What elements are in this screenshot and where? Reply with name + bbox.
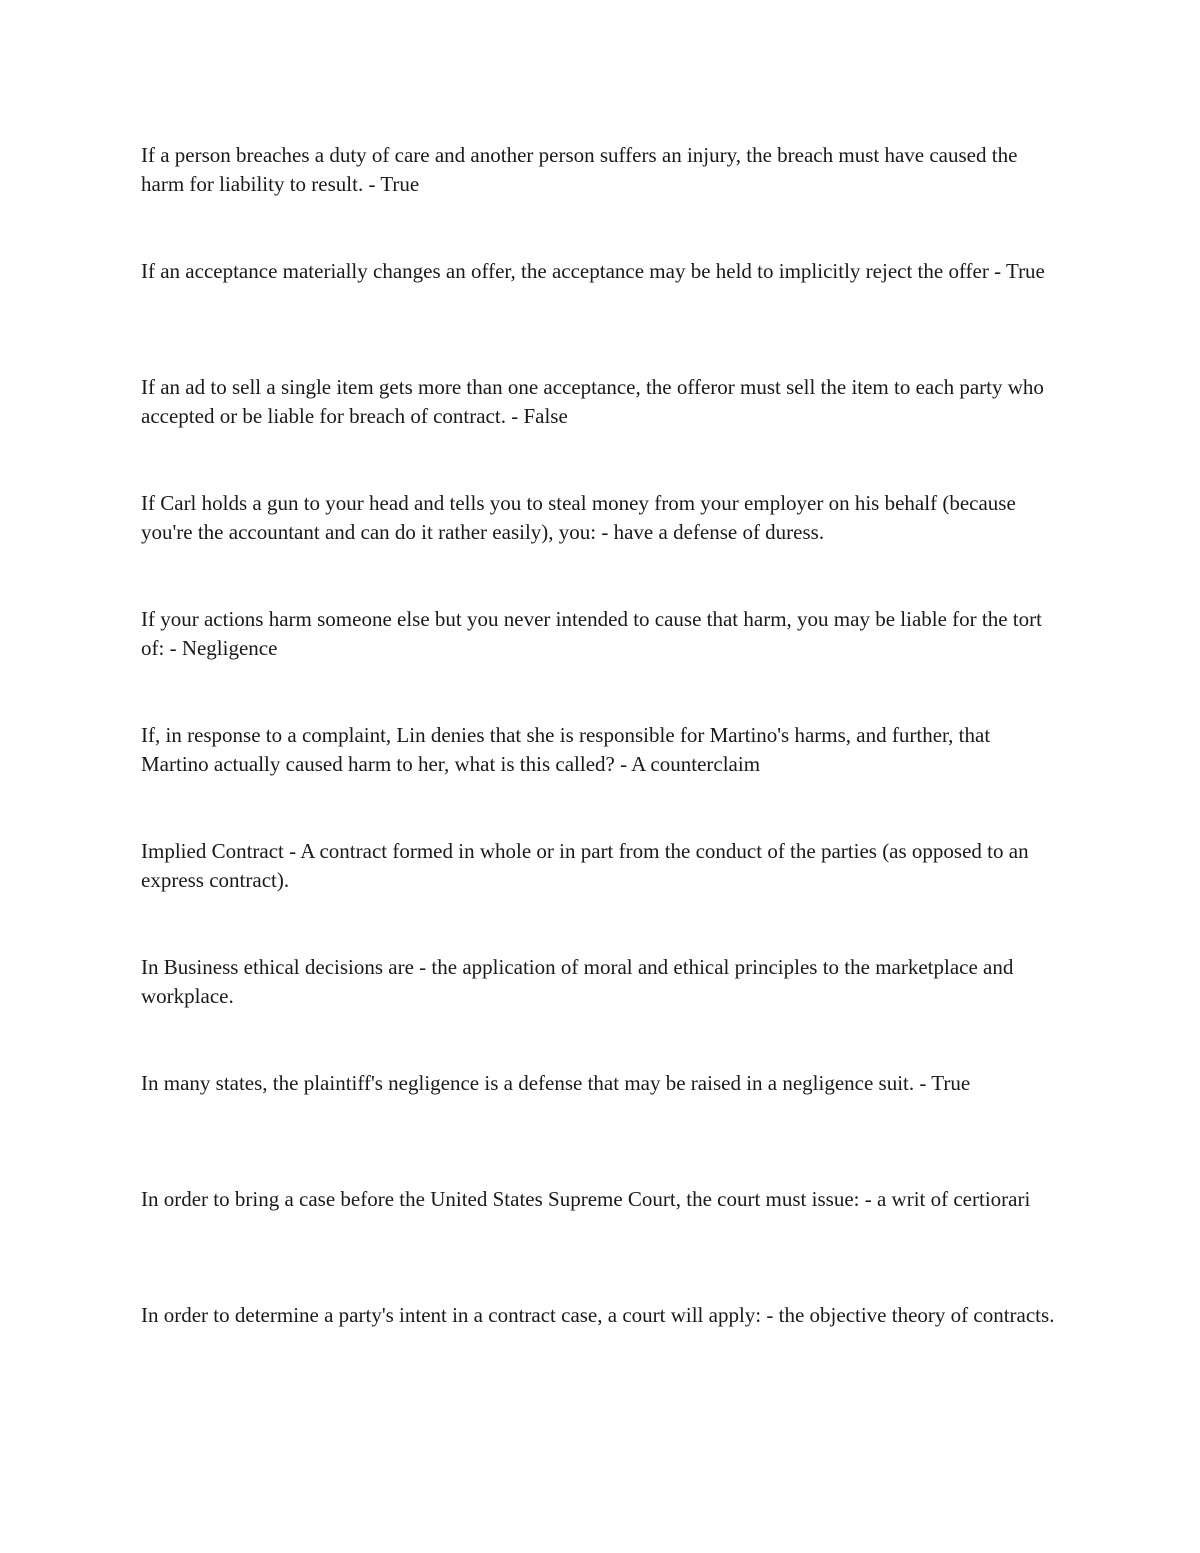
flashcard-entry: In order to bring a case before the United States Supreme Court, the court must issue: - a writ of certiorari: [141, 1187, 1031, 1211]
flashcard-entry: If an acceptance materially changes an offer, the acceptance may be held to implicitly reject the offer - True: [141, 259, 1045, 283]
flashcard-entry: If an ad to sell a single item gets more than one acceptance, the offeror must sell the item to each party who accepted or be liable for breach of contract. - False: [141, 375, 1044, 428]
flashcard-entry: In Business ethical decisions are - the application of moral and ethical principles to the marketplace and workplace.: [141, 955, 1014, 1008]
flashcard-list: [141, 141, 1061, 1417]
flashcard-entry: If a person breaches a duty of care and another person suffers an injury, the breach must have caused the harm for liability to result. - True: [141, 143, 1018, 196]
flashcard-entry: In order to determine a party's intent in a contract case, a court will apply: - the objective theory of contracts.: [141, 1303, 1055, 1327]
flashcard-entry: In many states, the plaintiff's negligence is a defense that may be raised in a negligence suit. - True: [141, 1071, 971, 1095]
flashcard-entry: If your actions harm someone else but you never intended to cause that harm, you may be liable for the tort of: - Negligence: [141, 607, 1042, 660]
flashcard-entry: If Carl holds a gun to your head and tells you to steal money from your employer on his behalf (because you're the accountant and can do it rather easily), you: - have a defense of duress.: [141, 491, 1016, 544]
flashcard-entry: If, in response to a complaint, Lin denies that she is responsible for Martino's harms, and further, that Martino actually caused harm to her, what is this called? - A counterclaim: [141, 723, 991, 776]
flashcard-entry: Implied Contract - A contract formed in whole or in part from the conduct of the parties (as opposed to an express contract).: [141, 839, 1029, 892]
